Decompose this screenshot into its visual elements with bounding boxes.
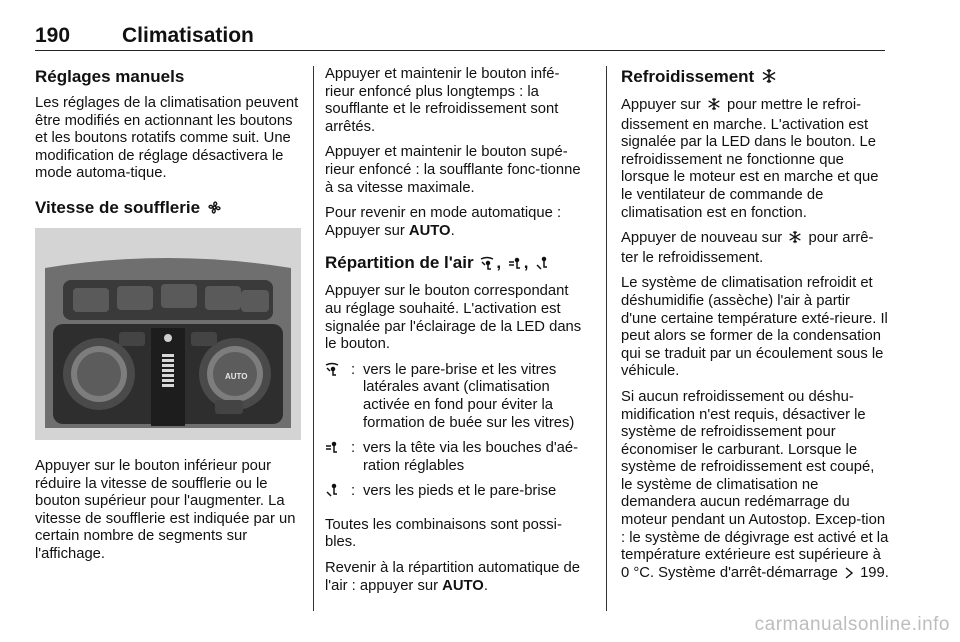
head-air-icon: [325, 440, 351, 475]
chapter-title: Climatisation: [122, 24, 254, 47]
column-divider-2: [606, 66, 607, 611]
fan-speed-heading-text: Vitesse de soufflerie: [35, 197, 201, 217]
cooling-on-paragraph: [621, 97, 889, 222]
cooling-on-text: pour mettre le refroi-dissement en marche. L'activation est signalée par la LED dans le bouton. Le refroidissement ne fonctionne que lorsque le moteur est en marche et que le ventilateur de commande de climatisation est en fonction.: [621, 97, 879, 221]
list-colon: :: [351, 483, 356, 500]
auto-distribution-period: .: [483, 577, 488, 594]
fan-icon: [207, 199, 222, 220]
air-mode-text: vers le pare-brise et les vitres latérales avant (climatisation activée en fond pour éviter la formation de buée sur les vitres): [363, 361, 575, 431]
paragraph-auto-return: [325, 205, 587, 240]
paragraph-fan-off: Appuyer et maintenir le bouton infé-rieur enfoncé plus longtemps : la soufflante et le refroidissement sont arrêtés.: [325, 66, 560, 135]
air-mode-text: vers la tête via les bouches d'aé-ration réglables: [363, 440, 579, 474]
section-title: Réglages manuels: [35, 67, 185, 86]
cooling-off-text: pour arrê-ter le refroidissement.: [621, 230, 874, 266]
page-reference[interactable]: 199: [860, 564, 885, 581]
auto-distribution-text: Revenir à la répartition automatique de l'air : appuyer sur: [325, 560, 580, 594]
auto-keyword: AUTO: [442, 577, 484, 594]
fan-speed-heading: [35, 197, 301, 220]
list-colon: :: [351, 361, 356, 378]
list-colon: :: [351, 440, 356, 457]
snowflake-icon: [788, 230, 802, 250]
snowflake-icon: [707, 97, 721, 117]
cooling-heading-text: Refroidissement: [621, 67, 755, 86]
paragraph-auto-distribution: [325, 560, 587, 595]
cooling-off-paragraph: [621, 230, 889, 267]
cooling-on-prefix: Appuyer sur: [621, 97, 701, 113]
air-distribution-heading-text: Répartition de l'air: [325, 253, 474, 273]
head-air-icon: [508, 254, 522, 275]
feet-air-icon: [535, 254, 549, 275]
air-mode-list-item-3: [325, 483, 587, 503]
cooling-heading: [621, 66, 889, 89]
column-2: [325, 66, 587, 603]
heading-comma-1: ,: [496, 253, 502, 273]
page-header: [35, 24, 885, 51]
paragraph-combinations: Toutes les combinaisons sont possi-bles.: [325, 516, 562, 551]
fan-speed-paragraph: Appuyer sur le bouton inférieur pour réduire la vitesse de soufflerie ou le bouton supérieur pour l'augmenter. La vitesse de soufflerie est indiquée par un certain nombre de segments sur l'affichage.: [35, 457, 296, 562]
column-divider-1: [313, 66, 314, 611]
page-reference-arrow-icon: [844, 567, 854, 585]
panel-auto-label: AUTO: [225, 371, 248, 381]
air-mode-list-item-2: [325, 440, 587, 475]
page-number: 190: [35, 24, 71, 47]
fuel-saving-text: Si aucun refroidissement ou déshu-midification n'est requis, désactiver le système de refroidissement pour économiser le carburant. Lorsque le système de refroidissement est coupé, le système de climatisation ne demandera aucun redémarrage du moteur pendant un Autostop. Excep-tion : le système de dégivrage est activé et la température extérieure est supérieure à 0 °C. Système d'arrêt-démarrage: [621, 388, 889, 581]
intro-paragraph: Les réglages de la climatisation peuvent être modifiés en actionnant les boutons et les boutons rotatifs comme suit. Une modification de réglage désactivera le mode automa-tique.: [35, 95, 299, 182]
cooling-off-prefix: Appuyer de nouveau sur: [621, 230, 783, 247]
watermark: carmanualsonline.info: [754, 614, 950, 635]
heading-comma-2: ,: [523, 253, 529, 273]
paragraph-fan-max: Appuyer et maintenir le bouton supé-rieur enfoncé : la soufflante fonc-tionne à sa vitesse maximale.: [325, 144, 581, 196]
fuel-saving-paragraph: [621, 389, 889, 585]
windscreen-air-icon: [325, 362, 351, 432]
air-mode-text: vers les pieds et le pare-brise: [363, 483, 557, 500]
air-distribution-intro: Appuyer sur le bouton correspondant au réglage souhaité. L'activation est signalée par l'éclairage de la LED dans le bouton.: [325, 283, 582, 353]
auto-return-text: Pour revenir en mode automatique : Appuyer sur: [325, 205, 562, 239]
air-distribution-heading: [325, 252, 587, 275]
feet-air-icon: [325, 483, 351, 503]
windscreen-air-icon: [480, 254, 494, 275]
condensation-paragraph: Le système de climatisation refroidit et déshumidifie (assèche) l'air à partir d'une certaine température exté-rieure. Il peut alors se former de la condensation qui se traduit par un écoulement sous le véhicule.: [621, 275, 888, 380]
climate-control-panel-image: [35, 228, 301, 440]
auto-return-period: .: [450, 222, 455, 239]
air-mode-list-item-1: [325, 362, 587, 432]
column-1: [35, 66, 301, 572]
column-3: [621, 66, 889, 592]
auto-keyword: AUTO: [408, 222, 451, 239]
snowflake-icon: [761, 68, 777, 89]
fuel-saving-period: .: [884, 564, 889, 581]
